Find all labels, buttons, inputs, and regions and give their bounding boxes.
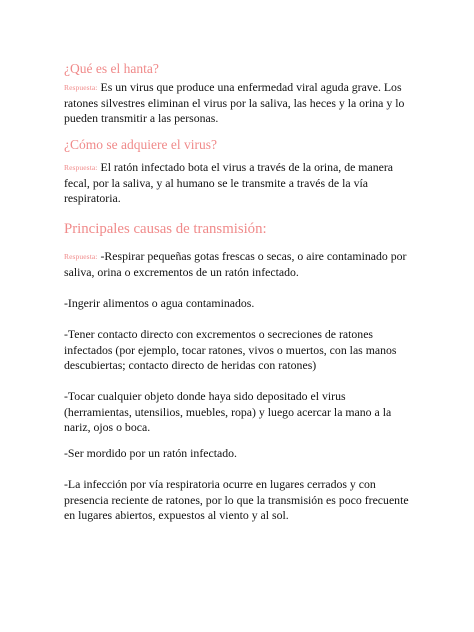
cause-item xyxy=(64,446,414,462)
cause-text: -La infección por vía respiratoria ocurre en lugares cerrados y con presencia reciente de ratones, por lo que la transmisión es poco frecuente en lugares abiertos, expuestos al viento y al sol. xyxy=(64,477,409,523)
answer-paragraph-adquiere xyxy=(64,160,414,207)
section-heading-causas: Principales causas de transmisión: xyxy=(64,221,267,237)
answer-label: Respuesta: xyxy=(64,83,98,92)
question-heading-adquiere: ¿Cómo se adquiere el virus? xyxy=(64,137,217,152)
cause-item xyxy=(64,389,414,436)
cause-text: -Ser mordido por un ratón infectado. xyxy=(64,446,237,460)
answer-paragraph-hanta xyxy=(64,80,414,127)
cause-text: -Tocar cualquier objeto donde haya sido depositado el virus (herramientas, utensilios, muebles, ropa) y luego acercar la mano a la nariz, ojos o boca. xyxy=(64,389,392,435)
cause-text: -Ingerir alimentos o agua contaminados. xyxy=(64,296,255,310)
answer-text: Es un virus que produce una enfermedad viral aguda grave. Los ratones silvestres eliminan el virus por la saliva, las heces y la orina y lo pueden transmitir a las personas. xyxy=(64,80,405,126)
cause-text: -Respirar pequeñas gotas frescas o secas, o aire contaminado por saliva, orina o excrementos de un ratón infectado. xyxy=(64,249,407,279)
cause-item xyxy=(64,249,414,280)
answer-label: Respuesta: xyxy=(64,163,98,172)
cause-item xyxy=(64,327,414,374)
cause-item xyxy=(64,477,414,524)
question-heading-hanta: ¿Qué es el hanta? xyxy=(64,61,159,76)
cause-item xyxy=(64,296,414,312)
answer-label: Respuesta: xyxy=(64,252,98,261)
cause-text: -Tener contacto directo con excrementos o secreciones de ratones infectados (por ejemplo, tocar ratones, vivos o muertos, con las manos descubiertas; contacto directo de heridas con ratones) xyxy=(64,327,397,373)
answer-text: El ratón infectado bota el virus a través de la orina, de manera fecal, por la saliva, y al humano se le transmite a través de la vía respiratoria. xyxy=(64,160,394,206)
